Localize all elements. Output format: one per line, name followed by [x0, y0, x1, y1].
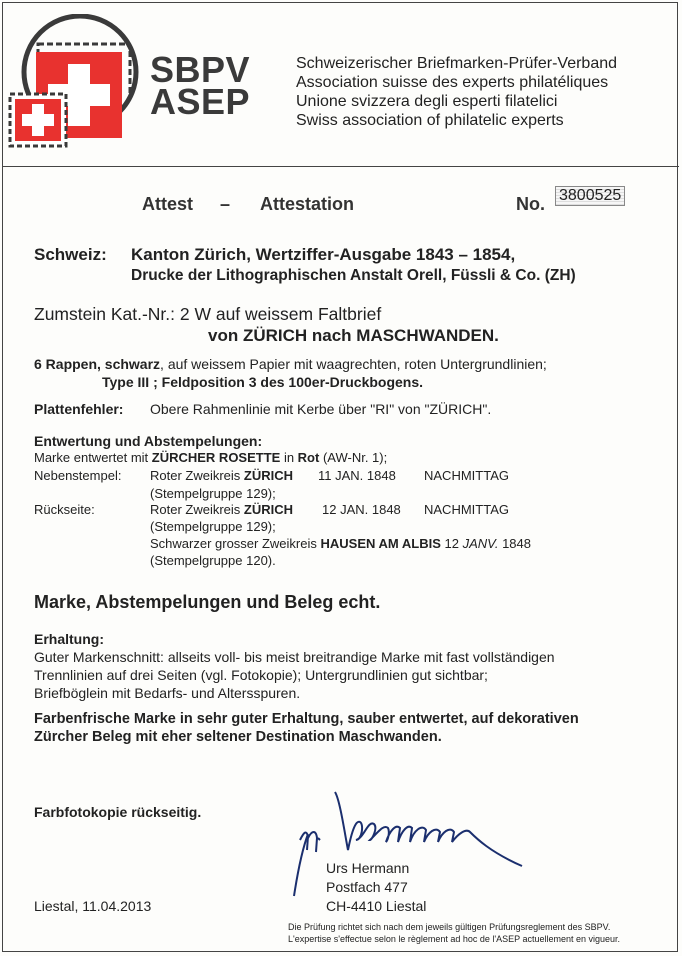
- rueck-group2: (Stempelgruppe 120).: [150, 553, 276, 568]
- condition-summary: Farbenfrische Marke in sehr guter Erhaltung, sauber entwertet, auf dekorativen: [34, 711, 579, 727]
- number-label: No.: [516, 194, 545, 214]
- title-attestation: Attestation: [260, 194, 354, 214]
- country-label: Schweiz:: [34, 245, 107, 264]
- rueck-group1: (Stempelgruppe 129);: [150, 519, 276, 534]
- association-name-de: Schweizerischer Briefmarken-Prüfer-Verband: [296, 55, 618, 72]
- plate-flaw-text: Obere Rahmenlinie mit Kerbe über "RI" von "ZÜRICH".: [150, 401, 492, 417]
- rueck-date1: 12 JAN. 1848: [322, 502, 401, 517]
- header-divider: [2, 166, 679, 167]
- association-name-fr: Association suisse des experts philatéliques: [296, 74, 609, 91]
- catalog-line2: von ZÜRICH nach MASCHWANDEN.: [208, 326, 499, 345]
- condition-heading: Erhaltung:: [34, 631, 104, 647]
- photocopy-note: Farbfotokopie rückseitig.: [34, 804, 202, 820]
- title-dash: –: [220, 194, 231, 214]
- type-line: Type III ; Feldposition 3 des 100er-Druckbogens.: [102, 374, 424, 390]
- condition-summary: Zürcher Beleg mit eher seltener Destination Maschwanden.: [34, 729, 442, 745]
- cancellation-heading: Entwertung und Abstempelungen:: [34, 433, 263, 449]
- neben-group: (Stempelgruppe 129);: [150, 486, 276, 501]
- plate-flaw-label: Plattenfehler:: [34, 401, 124, 417]
- rueck-label: Rückseite:: [34, 502, 95, 517]
- expert-address1: Postfach 477: [326, 879, 408, 895]
- verdict: Marke, Abstempelungen und Beleg echt.: [34, 592, 381, 612]
- cancellation-main: Marke entwertet mit ZÜRCHER ROSETTE in Rot (AW-Nr. 1);: [34, 450, 388, 465]
- condition-line: Briefböglein mit Bedarfs- und Altersspuren.: [34, 685, 301, 701]
- catalog-line1: Zumstein Kat.-Nr.: 2 W auf weissem Faltbrief: [34, 304, 382, 324]
- issue-line2: Drucke der Lithographischen Anstalt Orell, Füssli & Co. (ZH): [131, 267, 576, 284]
- expert-address2: CH-4410 Liestal: [326, 898, 427, 914]
- stamp-description: 6 Rappen, schwarz, auf weissem Papier mit waagrechten, roten Untergrundlinien;: [34, 356, 547, 372]
- neben-date: 11 JAN. 1848: [318, 468, 396, 483]
- rueck-stamp2: Schwarzer grosser Zweikreis HAUSEN AM ALBIS 12 JANV. 1848: [150, 536, 532, 551]
- neben-label: Nebenstempel:: [34, 468, 122, 483]
- condition-line: Trennlinien auf drei Seiten (vgl. Fotokopie); Untergrundlinien gut sichtbar;: [34, 667, 488, 683]
- issue-line1: Kanton Zürich, Wertziffer-Ausgabe 1843 – 1854,: [131, 245, 516, 264]
- fine-print-de: Die Prüfung richtet sich nach dem jeweils gültigen Prüfungsreglement des SBPV.: [288, 922, 611, 932]
- brand-sbpv: SBPV: [150, 49, 251, 90]
- certificate-number: 3800525: [555, 186, 625, 206]
- condition-line: Guter Markenschnitt: allseits voll- bis meist breitrandige Marke mit fast vollständigen: [34, 649, 555, 665]
- fine-print-fr: L'expertise s'effectue selon le règlement ad hoc de l'ASEP actuellement en vigueur.: [288, 934, 621, 944]
- expert-name: Urs Hermann: [326, 860, 410, 876]
- rueck-stamp1: Roter Zweikreis ZÜRICH: [150, 502, 294, 517]
- neben-time: NACHMITTAG: [424, 468, 509, 483]
- association-name-en: Swiss association of philatelic experts: [296, 112, 564, 129]
- title-attest: Attest: [142, 194, 194, 214]
- brand-asep: ASEP: [150, 81, 251, 122]
- place-date: Liestal, 11.04.2013: [34, 898, 152, 914]
- sbpv-stamp-logo: [8, 14, 143, 149]
- rueck-time1: NACHMITTAG: [424, 502, 509, 517]
- association-name-it: Unione svizzera degli esperti filatelici: [296, 93, 558, 110]
- neben-stamp: Roter Zweikreis ZÜRICH: [150, 468, 294, 483]
